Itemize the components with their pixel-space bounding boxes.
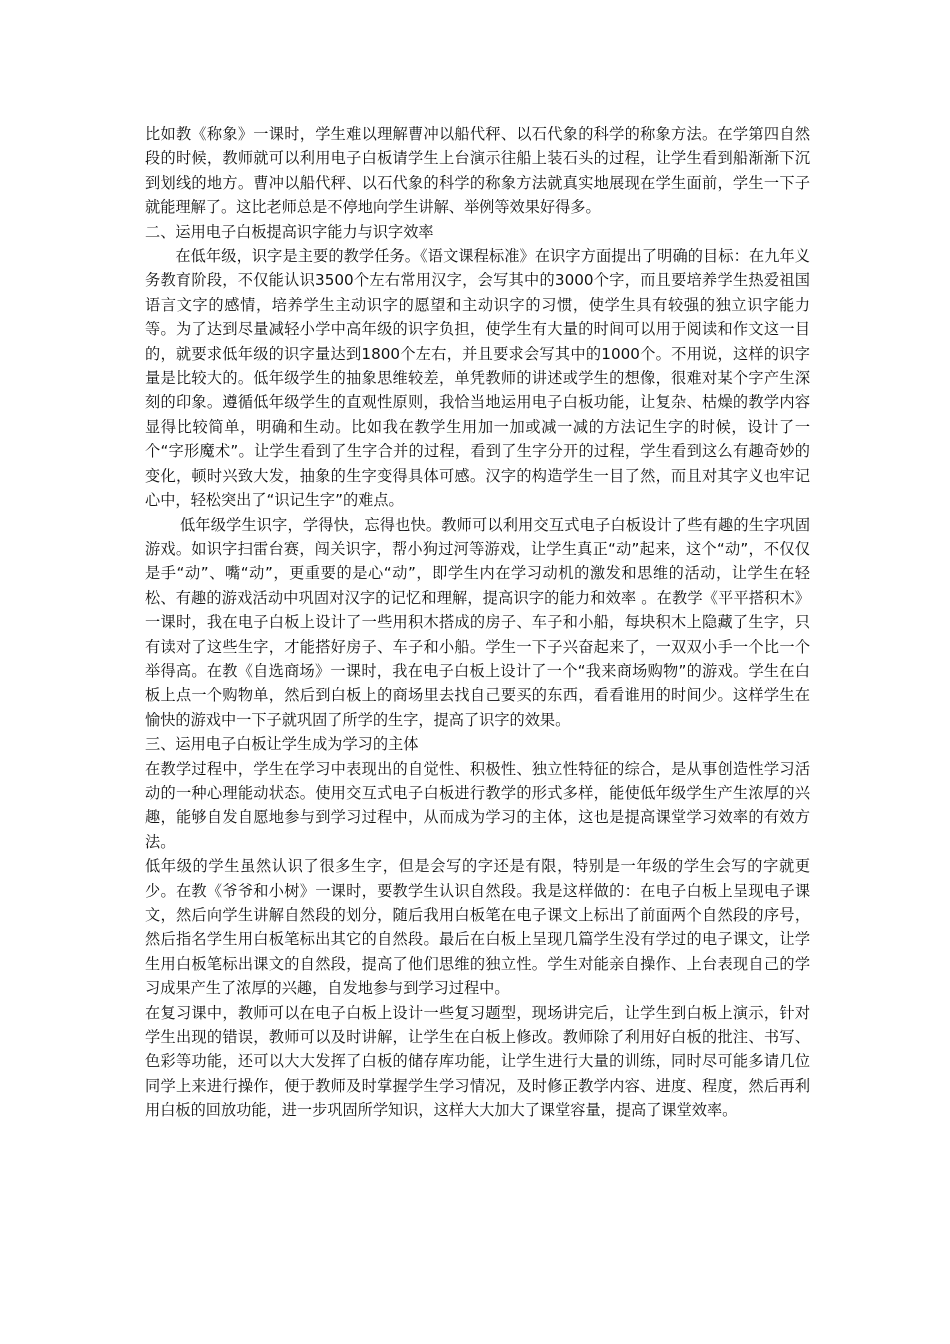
paragraph-6: 在复习课中，教师可以在电子白板上设计一些复习题型，现场讲完后，让学生到白板上演示，针对学生出现的错误，教师可以及时讲解，让学生在白板上修改。教师除了利用好白板的批注、书写、色彩等功能，还可以大大发挥了白板的储存库功能，让学生进行大量的训练，同时尽可能多请几位同学上来进行操作，便于教师及时掌握学生学习情况，及时修正教学内容、进度、程度，然后再利用白板的回放功能，进一步巩固所学知识，这样大大加大了课堂容量，提高了课堂效率。 bbox=[145, 1003, 810, 1120]
section-heading-2: 二、运用电子白板提高识字能力与识字效率 bbox=[145, 222, 434, 241]
paragraph-4: 在教学过程中，学生在学习中表现出的自觉性、积极性、独立性特征的综合，是从事创造性学习活动的一种心理能动状态。使用交互式电子白板进行教学的形式多样，能使低年级学生产生浓厚的兴趣，能够自发自愿地参与到学习过程中，从而成为学习的主体，这也是提高课堂学习效率的有效方法。 bbox=[145, 759, 810, 851]
paragraph-3: 低年级学生识字，学得快，忘得也快。教师可以利用交互式电子白板设计了些有趣的生字巩固游戏。如识字扫雷台赛，闯关识字，帮小狗过河等游戏，让学生真正“动”起来，这个“动”，不仅仅是手“动”、嘴“动”，更重要的是心“动”，即学生内在学习动机的激发和思维的活动，让学生在轻松、有趣的游戏活动中巩固对汉字的记忆和理解，提高识字的能力和效率 。在教学《平平搭积木》一课时，我在电子白板上设计了一些用积木搭成的房子、车子和小船，每块积木上隐藏了生字，只有读对了这些生字，才能搭好房子、车子和小船。学生一下子兴奋起来了，一双双小手一个比一个举得高。在教《自选商场》一课时，我在电子白板上设计了一个“我来商场购物”的游戏。学生在白板上点一个购物单，然后到白板上的商场里去找自己要买的东西，看看谁用的时间少。这样学生在愉快的游戏中一下子就巩固了所学的生字，提高了识字的效果。 bbox=[145, 515, 810, 729]
paragraph-5: 低年级的学生虽然认识了很多生字，但是会写的字还是有限，特别是一年级的学生会写的字就更少。在教《爷爷和小树》一课时，要教学生认识自然段。我是这样做的：在电子白板上呈现电子课文，然后向学生讲解自然段的划分，随后我用白板笔在电子课文上标出了前面两个自然段的序号，然后指名学生用白板笔标出其它的自然段。最后在白板上呈现几篇学生没有学过的电子课文，让学生用白板笔标出课文的自然段，提高了他们思维的独立性。学生对能亲自操作、上台表现自己的学习成果产生了浓厚的兴趣，自发地参与到学习过程中。 bbox=[145, 857, 810, 998]
document-body bbox=[145, 122, 810, 1123]
paragraph-1: 比如教《称象》一课时，学生难以理解曹冲以船代秤、以石代象的科学的称象方法。在学第四自然段的时候，教师就可以利用电子白板请学生上台演示往船上装石头的过程，让学生看到船渐渐下沉到划线的地方。曹冲以船代秤、以石代象的科学的称象方法就真实地展现在学生面前，学生一下子就能理解了。这比老师总是不停地向学生讲解、举例等效果好得多。 bbox=[145, 125, 810, 217]
section-heading-3: 三、运用电子白板让学生成为学习的主体 bbox=[145, 735, 419, 754]
paragraph-2: 在低年级，识字是主要的教学任务。《语文课程标准》在识字方面提出了明确的目标：在九年义务教育阶段，不仅能认识3500个左右常用汉字，会写其中的3000个字，而且要培养学生热爱祖国语言文字的感情，培养学生主动识字的愿望和主动识字的习惯，使学生具有较强的独立识字能力等。为了达到尽量减轻小学中高年级的识字负担，使学生有大量的时间可以用于阅读和作文这一目的，就要求低年级的识字量达到1800个左右，并且要求会写其中的1000个。不用说，这样的识字量是比较大的。低年级学生的抽象思维较差，单凭教师的讲述或学生的想像，很难对某个字产生深刻的印象。遵循低年级学生的直观性原则，我恰当地运用电子白板功能，让复杂、枯燥的教学内容显得比较简单，明确和生动。比如我在教学生用加一加或减一减的方法记生字的时候，设计了一个“字形魔术”。让学生看到了生字合并的过程，看到了生字分开的过程，学生看到这么有趣奇妙的变化，顿时兴致大发，抽象的生字变得具体可感。汉字的构造学生一目了然，而且对其字义也牢记心中，轻松突出了“识记生字”的难点。 bbox=[145, 247, 810, 510]
